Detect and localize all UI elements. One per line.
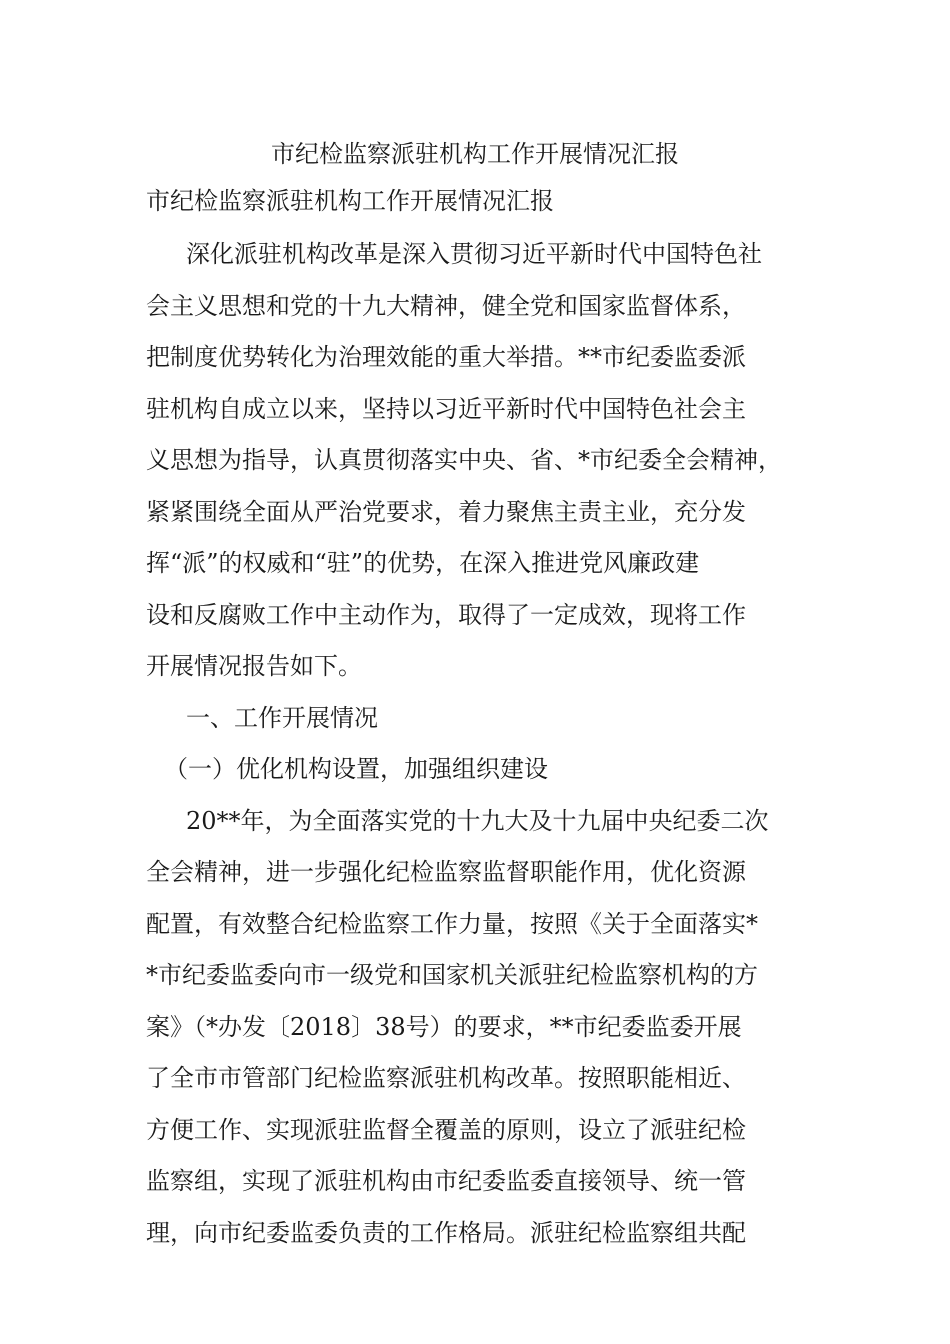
text-line: 设和反腐败工作中主动作为，取得了一定成效，现将工作 — [146, 600, 746, 629]
document-subtitle: 市纪检监察派驻机构工作开展情况汇报 — [146, 187, 554, 215]
text-line: 开展情况报告如下。 — [146, 652, 362, 680]
text-line: *市纪委监委向市一级党和国家机关派驻纪检监察机构的方 — [146, 961, 758, 989]
text-line: 紧紧围绕全面从严治党要求，着力聚焦主责主业，充分发 — [146, 497, 746, 526]
document-body — [146, 229, 826, 1259]
text-line: 驻机构自成立以来，坚持以习近平新时代中国特色社会主 — [146, 394, 746, 423]
text-line: （一）优化机构设置，加强组织建设 — [164, 755, 548, 783]
text-line: 把制度优势转化为治理效能的重大举措。**市纪委监委派 — [146, 343, 746, 371]
text-line: 挥“派”的权威和“驻”的优势，在深入推进党风廉政建 — [146, 549, 700, 577]
text-line: 了全市市管部门纪检监察派驻机构改革。按照职能相近、 — [146, 1064, 746, 1092]
text-line: 案》（*办发〔2018〕38号）的要求，**市纪委监委开展 — [146, 1012, 742, 1041]
text-line: 深化派驻机构改革是深入贯彻习近平新时代中国特色社 — [186, 240, 762, 268]
text-line: 方便工作、实现派驻监督全覆盖的原则，设立了派驻纪检 — [146, 1115, 746, 1144]
text-line: 监察组，实现了派驻机构由市纪委监委直接领导、统一管 — [146, 1167, 746, 1195]
document-title: 市纪检监察派驻机构工作开展情况汇报 — [271, 140, 679, 168]
text-line: 义思想为指导，认真贯彻落实中央、省、*市纪委全会精神， — [146, 446, 782, 474]
text-line: 会主义思想和党的十九大精神，健全党和国家监督体系， — [146, 291, 746, 320]
text-line: 理，向市纪委监委负责的工作格局。派驻纪检监察组共配 — [146, 1218, 746, 1247]
text-line: 配置，有效整合纪检监察工作力量，按照《关于全面落实* — [146, 909, 758, 938]
text-line: 一、工作开展情况 — [186, 703, 378, 732]
text-line: 20**年，为全面落实党的十九大及十九届中央纪委二次 — [186, 806, 769, 835]
text-line: 全会精神，进一步强化纪检监察监督职能作用，优化资源 — [146, 858, 746, 886]
